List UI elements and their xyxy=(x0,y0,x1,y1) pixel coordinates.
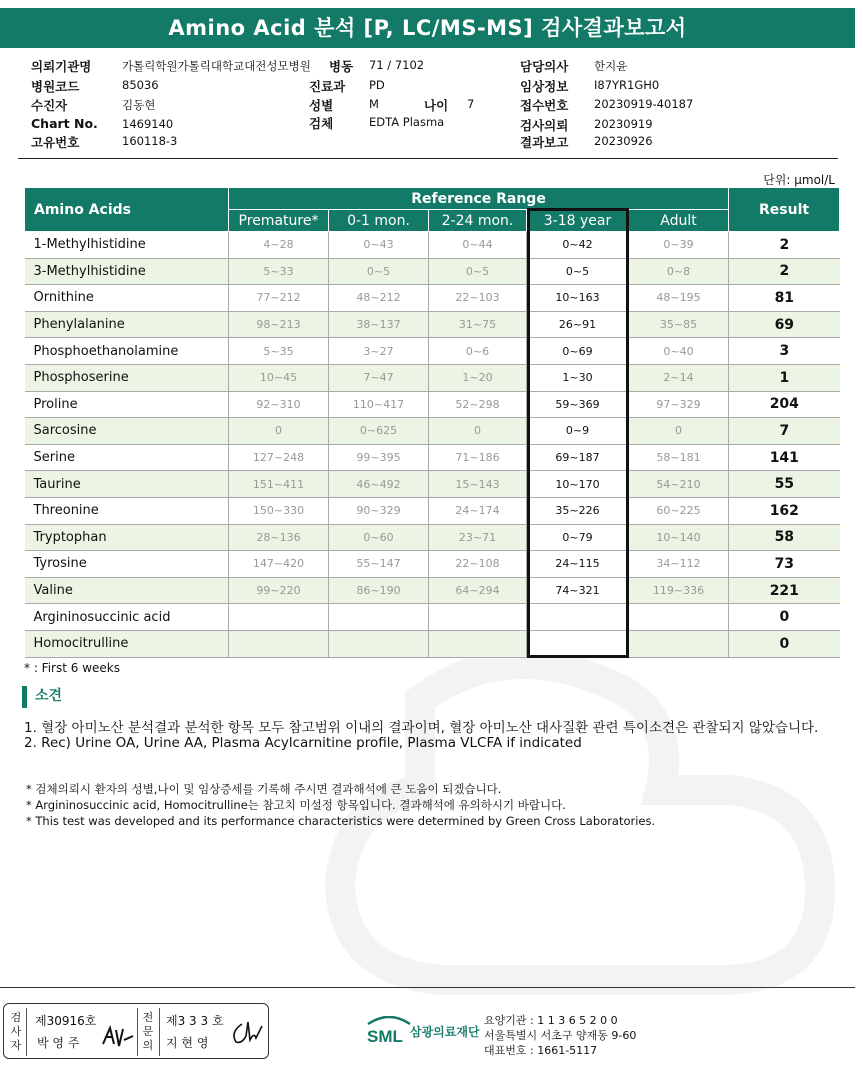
reference-range-cell xyxy=(527,630,629,657)
reference-range-cell: 2~14 xyxy=(629,364,729,391)
info-value: 1469140 xyxy=(122,117,174,131)
tester-license: 제30916호 xyxy=(35,1014,97,1028)
reference-range-cell: 0~9 xyxy=(527,418,629,445)
signature-icon xyxy=(100,1024,136,1050)
info-value: 7 xyxy=(467,97,475,111)
reference-range-cell: 52~298 xyxy=(429,391,527,418)
finding-line: 2. Rec) Urine OA, Urine AA, Plasma Acylcarnitine profile, Plasma VLCFA if indicated xyxy=(24,735,582,751)
result-value: 55 xyxy=(729,471,840,498)
reference-range-cell: 24~115 xyxy=(527,551,629,578)
header-range: Adult xyxy=(629,210,729,232)
info-value: 85036 xyxy=(122,78,159,92)
disclaimer-line: * 검체의뢰시 환자의 성별,나이 및 임상증세를 기록해 주시면 결과해석에 큰 도움이 되겠습니다. xyxy=(26,782,502,796)
reference-range-cell: 55~147 xyxy=(329,551,429,578)
divider xyxy=(26,1008,27,1056)
info-label: 의뢰기관명 xyxy=(31,59,92,74)
reference-range-cell: 23~71 xyxy=(429,524,527,551)
info-label: 수진자 xyxy=(31,98,68,113)
info-label: 검체 xyxy=(309,116,334,131)
amino-acid-name: 1-Methylhistidine xyxy=(25,232,229,259)
info-label: 나이 xyxy=(424,98,449,113)
amino-acid-name: Tyrosine xyxy=(25,551,229,578)
info-value: 160118-3 xyxy=(122,134,178,148)
reference-range-cell: 71~186 xyxy=(429,444,527,471)
reference-range-cell: 97~329 xyxy=(629,391,729,418)
findings-title: 소견 xyxy=(22,686,62,708)
reference-range-cell: 69~187 xyxy=(527,444,629,471)
table-row xyxy=(25,311,840,338)
result-value: 73 xyxy=(729,551,840,578)
info-value: M xyxy=(369,97,379,111)
reference-range-cell: 3~27 xyxy=(329,338,429,365)
sml-logo-text: SML xyxy=(367,1027,403,1046)
info-label: 접수번호 xyxy=(520,98,569,113)
reference-range-cell: 22~103 xyxy=(429,285,527,312)
reference-range-cell: 98~213 xyxy=(229,311,329,338)
table-row xyxy=(25,630,840,657)
reference-range-cell: 90~329 xyxy=(329,497,429,524)
info-label: 결과보고 xyxy=(520,135,569,150)
header-reference-range: Reference Range xyxy=(229,188,729,210)
result-value: 141 xyxy=(729,444,840,471)
tester-name: 박 영 주 xyxy=(37,1036,80,1050)
table-row xyxy=(25,604,840,631)
reference-range-cell: 0~69 xyxy=(527,338,629,365)
reference-range-cell: 0~39 xyxy=(629,232,729,259)
reference-range-cell: 110~417 xyxy=(329,391,429,418)
lab-code: 요양기관 : 1 1 3 6 5 2 0 0 xyxy=(484,1014,618,1027)
amino-acid-name: 3-Methylhistidine xyxy=(25,258,229,285)
result-value: 162 xyxy=(729,497,840,524)
reference-range-cell: 60~225 xyxy=(629,497,729,524)
header-range: Premature* xyxy=(229,210,329,232)
reference-range-cell xyxy=(229,630,329,657)
reference-range-cell: 15~143 xyxy=(429,471,527,498)
info-label: 담당의사 xyxy=(520,59,569,74)
divider xyxy=(137,1008,138,1056)
result-value: 221 xyxy=(729,577,840,604)
unit-label: 단위: µmol/L xyxy=(763,173,835,187)
footnote: * : First 6 weeks xyxy=(24,661,120,675)
reference-range-cell: 48~212 xyxy=(329,285,429,312)
reference-range-cell: 0~8 xyxy=(629,258,729,285)
reference-range-cell: 7~47 xyxy=(329,364,429,391)
reference-range-cell xyxy=(629,604,729,631)
info-label: 진료과 xyxy=(309,79,346,94)
info-value: 김동현 xyxy=(122,98,156,112)
reference-range-cell xyxy=(629,630,729,657)
reference-range-cell xyxy=(329,630,429,657)
info-value: EDTA Plasma xyxy=(369,115,445,129)
reference-range-cell: 64~294 xyxy=(429,577,527,604)
reference-range-cell: 35~226 xyxy=(527,497,629,524)
result-value: 0 xyxy=(729,630,840,657)
reference-range-cell: 10~163 xyxy=(527,285,629,312)
sml-logo xyxy=(364,1016,414,1046)
tester-label xyxy=(7,1011,25,1053)
info-value: 가톨릭학원가톨릭대학교대전성모병원 xyxy=(122,59,311,73)
reference-range-cell: 5~33 xyxy=(229,258,329,285)
info-label: 성별 xyxy=(309,98,334,113)
reference-range-cell xyxy=(329,604,429,631)
amino-acid-name: Phosphoethanolamine xyxy=(25,338,229,365)
reference-range-cell: 10~140 xyxy=(629,524,729,551)
info-label: 검사의뢰 xyxy=(520,118,569,133)
reference-range-cell: 86~190 xyxy=(329,577,429,604)
result-value: 69 xyxy=(729,311,840,338)
specialist-name: 지 현 영 xyxy=(166,1036,209,1050)
amino-acid-name: Argininosuccinic acid xyxy=(25,604,229,631)
result-value: 81 xyxy=(729,285,840,312)
disclaimer-line: * This test was developed and its performance characteristics were determined by Green Cross Laboratories. xyxy=(26,814,656,828)
amino-acid-name: Phosphoserine xyxy=(25,364,229,391)
reference-range-cell: 38~137 xyxy=(329,311,429,338)
reference-range-cell: 26~91 xyxy=(527,311,629,338)
table-row xyxy=(25,497,840,524)
reference-range-cell xyxy=(229,604,329,631)
table-row xyxy=(25,232,840,259)
reference-range-cell: 31~75 xyxy=(429,311,527,338)
result-value: 0 xyxy=(729,604,840,631)
signature-box xyxy=(3,1003,269,1059)
amino-acid-name: Tryptophan xyxy=(25,524,229,551)
specialist-label-text: 전문의 xyxy=(142,1011,154,1052)
reference-range-cell: 77~212 xyxy=(229,285,329,312)
reference-range-cell: 92~310 xyxy=(229,391,329,418)
info-label: 고유번호 xyxy=(31,135,80,150)
amino-acid-name: Threonine xyxy=(25,497,229,524)
info-value: PD xyxy=(369,78,385,92)
table-row xyxy=(25,524,840,551)
reference-range-cell: 119~336 xyxy=(629,577,729,604)
lab-phone: 대표번호 : 1661-5117 xyxy=(484,1044,598,1057)
header-result: Result xyxy=(729,188,840,232)
reference-range-cell: 5~35 xyxy=(229,338,329,365)
amino-acid-name: Taurine xyxy=(25,471,229,498)
signature-icon xyxy=(228,1018,264,1048)
info-value: 20230919-40187 xyxy=(594,97,694,111)
reference-range-cell: 0~79 xyxy=(527,524,629,551)
reference-range-cell: 0~60 xyxy=(329,524,429,551)
reference-range-cell: 127~248 xyxy=(229,444,329,471)
result-value: 3 xyxy=(729,338,840,365)
specialist-license: 제3 3 3 호 xyxy=(166,1014,224,1028)
table-row xyxy=(25,577,840,604)
disclaimer-line: * Argininosuccinic acid, Homocitrulline는 참고치 미설정 항목입니다. 결과해석에 유의하시기 바랍니다. xyxy=(26,798,566,812)
tester-label-text: 검사자 xyxy=(10,1011,22,1052)
table-row xyxy=(25,444,840,471)
reference-range-cell: 1~20 xyxy=(429,364,527,391)
info-label: Chart No. xyxy=(31,116,98,131)
divider xyxy=(159,1008,160,1056)
table-row xyxy=(25,258,840,285)
report-title: Amino Acid 분석 [P, LC/MS-MS] 검사결과보고서 xyxy=(0,8,855,48)
info-value: 20230919 xyxy=(594,117,653,131)
info-value: 20230926 xyxy=(594,134,653,148)
amino-acid-name: Valine xyxy=(25,577,229,604)
reference-range-cell: 0~6 xyxy=(429,338,527,365)
info-label: 병동 xyxy=(329,59,354,74)
header-range: 0-1 mon. xyxy=(329,210,429,232)
reference-range-cell: 28~136 xyxy=(229,524,329,551)
reference-range-cell: 99~395 xyxy=(329,444,429,471)
amino-acid-name: Ornithine xyxy=(25,285,229,312)
amino-acid-table xyxy=(24,187,840,658)
reference-range-cell: 147~420 xyxy=(229,551,329,578)
reference-range-cell: 151~411 xyxy=(229,471,329,498)
amino-acid-name: Homocitrulline xyxy=(25,630,229,657)
result-value: 7 xyxy=(729,418,840,445)
reference-range-cell: 0~44 xyxy=(429,232,527,259)
reference-range-cell: 10~170 xyxy=(527,471,629,498)
reference-range-cell: 34~112 xyxy=(629,551,729,578)
reference-range-cell: 22~108 xyxy=(429,551,527,578)
reference-range-cell: 0 xyxy=(429,418,527,445)
reference-range-cell: 0~5 xyxy=(429,258,527,285)
reference-range-cell xyxy=(429,604,527,631)
amino-acid-name: Sarcosine xyxy=(25,418,229,445)
result-value: 204 xyxy=(729,391,840,418)
reference-range-cell: 0~42 xyxy=(527,232,629,259)
specialist-label xyxy=(139,1011,157,1053)
divider xyxy=(0,987,855,988)
table-row xyxy=(25,418,840,445)
table-row xyxy=(25,364,840,391)
info-label: 임상정보 xyxy=(520,79,569,94)
reference-range-cell: 0~625 xyxy=(329,418,429,445)
reference-range-cell: 10~45 xyxy=(229,364,329,391)
table-row xyxy=(25,285,840,312)
reference-range-cell: 0 xyxy=(629,418,729,445)
lab-name: 삼광의료재단 xyxy=(410,1025,480,1039)
lab-address: 서울특별시 서초구 양재동 9-60 xyxy=(484,1029,637,1042)
finding-line: 1. 혈장 아미노산 분석결과 분석한 항목 모두 참고범위 이내의 결과이며, 혈장 아미노산 대사질환 관련 특이소견은 관찰되지 않았습니다. xyxy=(24,720,819,736)
reference-range-cell: 99~220 xyxy=(229,577,329,604)
amino-acid-name: Proline xyxy=(25,391,229,418)
result-value: 58 xyxy=(729,524,840,551)
table-row xyxy=(25,338,840,365)
reference-range-cell: 0 xyxy=(229,418,329,445)
table-row xyxy=(25,551,840,578)
reference-range-cell: 0~43 xyxy=(329,232,429,259)
info-value: I87YR1GH0 xyxy=(594,78,660,92)
result-value: 2 xyxy=(729,232,840,259)
reference-range-cell: 1~30 xyxy=(527,364,629,391)
header-range: 3-18 year xyxy=(527,210,629,232)
result-value: 1 xyxy=(729,364,840,391)
header-range: 2-24 mon. xyxy=(429,210,527,232)
reference-range-cell xyxy=(429,630,527,657)
info-value: 71 / 7102 xyxy=(369,58,425,72)
result-value: 2 xyxy=(729,258,840,285)
reference-range-cell: 74~321 xyxy=(527,577,629,604)
reference-range-cell: 59~369 xyxy=(527,391,629,418)
reference-range-cell: 48~195 xyxy=(629,285,729,312)
divider xyxy=(18,158,838,159)
reference-range-cell: 0~5 xyxy=(527,258,629,285)
patient-info xyxy=(0,52,855,152)
reference-range-cell: 24~174 xyxy=(429,497,527,524)
reference-range-cell xyxy=(527,604,629,631)
reference-range-cell: 46~492 xyxy=(329,471,429,498)
table-row xyxy=(25,471,840,498)
reference-range-cell: 58~181 xyxy=(629,444,729,471)
reference-range-cell: 150~330 xyxy=(229,497,329,524)
amino-acid-name: Serine xyxy=(25,444,229,471)
info-label: 병원코드 xyxy=(31,79,80,94)
reference-range-cell: 54~210 xyxy=(629,471,729,498)
table-row xyxy=(25,391,840,418)
reference-range-cell: 4~28 xyxy=(229,232,329,259)
reference-range-cell: 35~85 xyxy=(629,311,729,338)
info-value: 한지윤 xyxy=(594,59,628,73)
reference-range-cell: 0~40 xyxy=(629,338,729,365)
reference-range-cell: 0~5 xyxy=(329,258,429,285)
header-amino-acids: Amino Acids xyxy=(25,188,229,232)
amino-acid-name: Phenylalanine xyxy=(25,311,229,338)
